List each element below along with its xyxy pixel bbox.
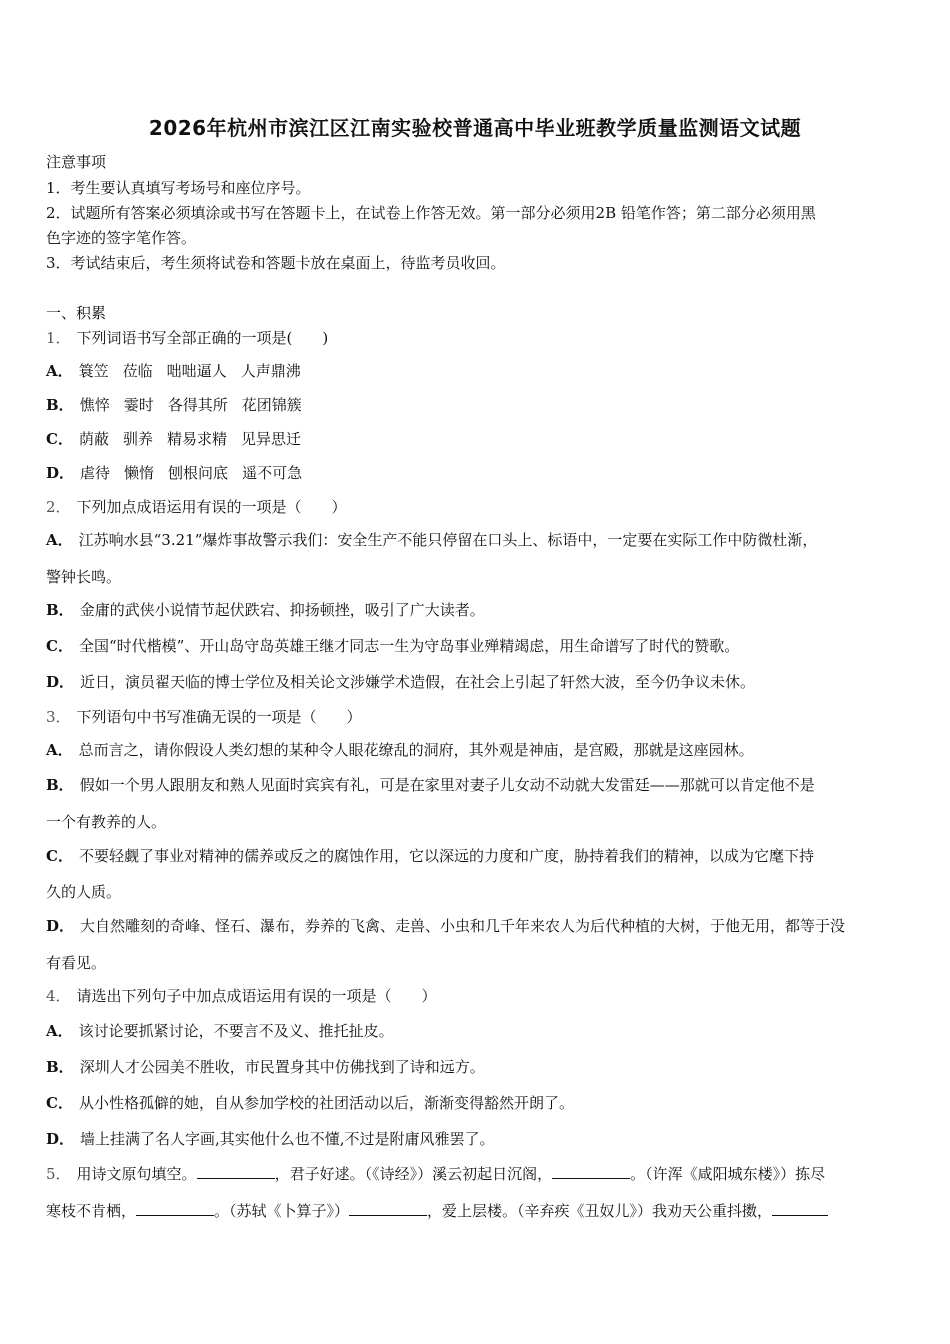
question-text: 用诗文原句填空。 bbox=[76, 1165, 197, 1183]
option-label: D． bbox=[46, 917, 75, 935]
question-number: 1． bbox=[46, 329, 71, 347]
question-4-option-a bbox=[46, 1021, 908, 1041]
question-3-option-b bbox=[46, 775, 908, 795]
option-label: A． bbox=[46, 531, 73, 549]
notice-item: 1．考生要认真填写考场号和座位序号。 bbox=[46, 179, 311, 197]
option-label: C． bbox=[46, 637, 73, 655]
question-2-stem bbox=[46, 497, 908, 517]
question-2-option-b bbox=[46, 600, 908, 620]
option-text: 金庸的武侠小说情节起伏跌宕、抑扬顿挫，吸引了广大读者。 bbox=[79, 601, 485, 619]
word: 见异思迁 bbox=[241, 430, 302, 448]
option-label: A． bbox=[46, 741, 73, 759]
word: 咄咄逼人 bbox=[166, 362, 227, 380]
word: 各得其所 bbox=[167, 396, 228, 414]
question-3-option-d-cont: 有看见。 bbox=[46, 954, 107, 972]
word: 驯养 bbox=[122, 430, 153, 448]
question-3-option-b-cont: 一个有教养的人。 bbox=[46, 813, 167, 831]
option-label: B． bbox=[46, 776, 74, 794]
question-1-stem bbox=[46, 328, 908, 348]
question-3-option-a bbox=[46, 740, 908, 760]
question-2-option-d bbox=[46, 672, 908, 692]
option-text: 近日，演员翟天临的博士学位及相关论文涉嫌学术造假，在社会上引起了轩然大波，至今仍争议未休。 bbox=[80, 673, 756, 691]
section-heading: 一、积累 bbox=[46, 304, 107, 322]
question-number: 5． bbox=[46, 1165, 71, 1183]
fill-blank[interactable] bbox=[552, 1164, 630, 1179]
question-2-option-c bbox=[46, 636, 908, 656]
option-text: 该讨论要抓紧讨论，不要言不及义、推托扯皮。 bbox=[78, 1022, 394, 1040]
question-5-line-2 bbox=[46, 1201, 908, 1221]
option-label: C． bbox=[46, 847, 73, 865]
word: 精易求精 bbox=[166, 430, 227, 448]
fill-blank[interactable] bbox=[197, 1164, 275, 1179]
question-3-option-c-cont: 久的人质。 bbox=[46, 883, 122, 901]
question-text: 下列词语书写全部正确的一项是( ) bbox=[76, 329, 329, 347]
question-1-option-c bbox=[46, 429, 908, 449]
word: 刨根问底 bbox=[168, 464, 229, 482]
option-label: A． bbox=[46, 362, 73, 380]
question-4-option-b bbox=[46, 1057, 908, 1077]
question-5-line-1 bbox=[46, 1164, 908, 1184]
option-label: C． bbox=[46, 1094, 73, 1112]
word: 憔悴 bbox=[79, 396, 110, 414]
notice-item: 色字迹的签字笔作答。 bbox=[46, 229, 197, 247]
question-2-option-a bbox=[46, 530, 908, 550]
option-label: C． bbox=[46, 430, 73, 448]
question-number: 3． bbox=[46, 708, 71, 726]
question-3-option-c bbox=[46, 846, 908, 866]
notice-item: 2．试题所有答案必须填涂或书写在答题卡上，在试卷上作答无效。第一部分必须用2B 铅笔作答；第二部分必须用黑 bbox=[46, 204, 816, 222]
question-1-option-d bbox=[46, 463, 908, 483]
option-text: 江苏响水县“3.21”爆炸事故警示我们：安全生产不能只停留在口头上、标语中，一定要在实际工作中防微杜渐， bbox=[78, 531, 818, 549]
option-text: 全国“时代楷模”、开山岛守岛英雄王继才同志一生为守岛事业殚精竭虑，用生命谱写了时代的赞歌。 bbox=[78, 637, 740, 655]
option-label: D． bbox=[46, 1130, 75, 1148]
question-text: 。（许浑《咸阳城东楼》）拣尽 bbox=[630, 1165, 826, 1183]
option-text: 从小性格孤僻的她，自从参加学校的社团活动以后，渐渐变得豁然开朗了。 bbox=[78, 1094, 574, 1112]
option-label: A． bbox=[46, 1022, 73, 1040]
page-title: 2026年杭州市滨江区江南实验校普通高中毕业班教学质量监测语文试题 bbox=[148, 116, 802, 140]
option-text: 假如一个男人跟朋友和熟人见面时宾宾有礼，可是在家里对妻子儿女动不动就大发雷廷——那就可以肯定他不是 bbox=[79, 776, 815, 794]
fill-blank[interactable] bbox=[349, 1201, 427, 1216]
option-label: D． bbox=[46, 464, 75, 482]
word: 遥不可急 bbox=[242, 464, 303, 482]
word: 莅临 bbox=[122, 362, 153, 380]
question-text: 下列加点成语运用有误的一项是（ ） bbox=[76, 498, 347, 516]
question-number: 2． bbox=[46, 498, 71, 516]
fill-blank[interactable] bbox=[772, 1201, 828, 1216]
word: 虐待 bbox=[80, 464, 111, 482]
question-number: 4． bbox=[46, 987, 71, 1005]
question-text: ，君子好逑。（《诗经》）溪云初起日沉阁， bbox=[274, 1165, 553, 1183]
option-label: B． bbox=[46, 601, 74, 619]
word: 花团锦簇 bbox=[241, 396, 302, 414]
fill-blank[interactable] bbox=[136, 1201, 214, 1216]
word: 霎时 bbox=[123, 396, 154, 414]
question-3-option-d bbox=[46, 916, 908, 936]
option-text: 总而言之，请你假设人类幻想的某种令人眼花缭乱的洞府，其外观是神庙，是宫殿，那就是这座园林。 bbox=[78, 741, 754, 759]
question-4-option-d bbox=[46, 1129, 908, 1149]
option-label: B． bbox=[46, 396, 74, 414]
question-1-option-a bbox=[46, 361, 908, 381]
question-text: 请选出下列句子中加点成语运用有误的一项是（ ） bbox=[76, 987, 437, 1005]
question-text: 下列语句中书写准确无误的一项是（ ） bbox=[76, 708, 362, 726]
notice-item: 3．考试结束后，考生须将试卷和答题卡放在桌面上，待监考员收回。 bbox=[46, 254, 506, 272]
question-2-option-a-cont: 警钟长鸣。 bbox=[46, 568, 122, 586]
word: 簑笠 bbox=[78, 362, 109, 380]
option-text: 不要轻觑了事业对精神的儒养或反之的腐蚀作用，它以深远的力度和广度，胁持着我们的精神，以成为它麾下持 bbox=[78, 847, 814, 865]
option-label: D． bbox=[46, 673, 75, 691]
question-4-option-c bbox=[46, 1093, 908, 1113]
word: 人声鼎沸 bbox=[240, 362, 301, 380]
question-text: 寒枝不肯栖， bbox=[46, 1202, 137, 1220]
option-text: 大自然雕刻的奇峰、怪石、瀑布，券养的飞禽、走兽、小虫和几千年来农人为后代种植的大树，于他无用，都等于没 bbox=[80, 917, 846, 935]
option-text: 深圳人才公园美不胜收，市民置身其中仿佛找到了诗和远方。 bbox=[79, 1058, 485, 1076]
option-text: 墙上挂满了名人字画,其实他什么也不懂,不过是附庸风雅罢了。 bbox=[80, 1130, 495, 1148]
word: 荫蔽 bbox=[78, 430, 109, 448]
question-4-stem bbox=[46, 986, 908, 1006]
question-text: 。（苏轼《卜算子》） bbox=[214, 1202, 350, 1220]
option-label: B． bbox=[46, 1058, 74, 1076]
notice-heading: 注意事项 bbox=[46, 153, 107, 171]
word: 懒惰 bbox=[124, 464, 155, 482]
question-text: ，爱上层楼。（辛弃疾《丑奴儿》）我劝天公重抖擞， bbox=[427, 1202, 773, 1220]
question-3-stem bbox=[46, 707, 908, 727]
question-1-option-b bbox=[46, 395, 908, 415]
